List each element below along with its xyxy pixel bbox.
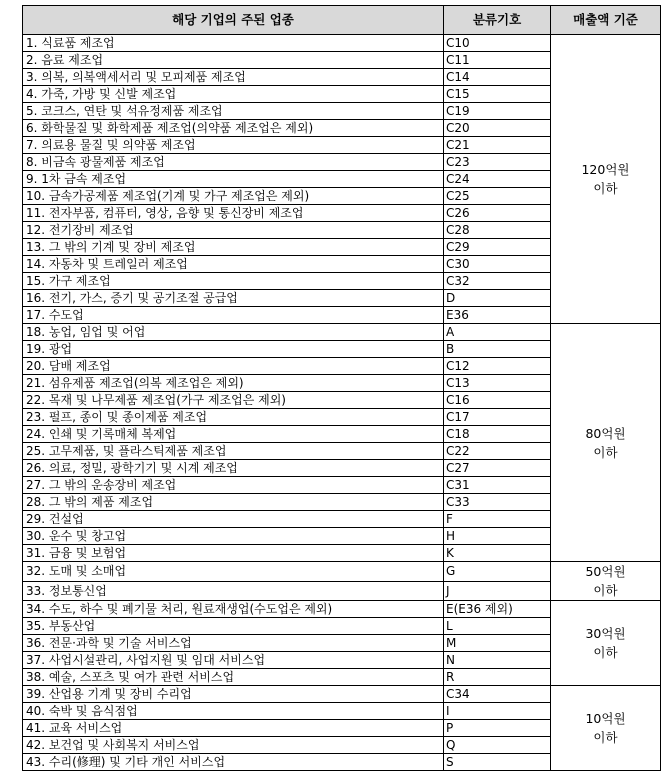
classification-code-cell: S [444,754,551,771]
industry-name-cell: 11. 전자부품, 컴퓨터, 영상, 음향 및 통신장비 제조업 [23,205,444,222]
table-row [23,601,661,618]
classification-code-cell: C34 [444,686,551,703]
classification-code-cell: C20 [444,120,551,137]
revenue-qualifier: 이하 [593,645,618,660]
classification-code-cell: J [444,581,551,601]
classification-code-cell: G [444,562,551,582]
industry-name-cell: 27. 그 밖의 운송장비 제조업 [23,477,444,494]
classification-code-cell: C10 [444,35,551,52]
revenue-amount: 10억원 [585,711,626,726]
revenue-qualifier: 이하 [593,583,618,598]
classification-code-cell: C30 [444,256,551,273]
industry-name-cell: 13. 그 밖의 기계 및 장비 제조업 [23,239,444,256]
classification-code-cell: C15 [444,86,551,103]
classification-code-cell: C29 [444,239,551,256]
industry-name-cell: 30. 운수 및 창고업 [23,528,444,545]
classification-code-cell: F [444,511,551,528]
industry-name-cell: 41. 교육 서비스업 [23,720,444,737]
classification-code-cell: C21 [444,137,551,154]
classification-code-cell: C32 [444,273,551,290]
industry-name-cell: 38. 예술, 스포츠 및 여가 관련 서비스업 [23,669,444,686]
revenue-qualifier: 이하 [593,181,618,196]
classification-code-cell: R [444,669,551,686]
classification-code-cell: C23 [444,154,551,171]
industry-name-cell: 35. 부동산업 [23,618,444,635]
revenue-qualifier: 이하 [593,444,618,460]
classification-code-cell: I [444,703,551,720]
classification-code-cell: L [444,618,551,635]
classification-code-cell: C26 [444,205,551,222]
classification-code-cell: C31 [444,477,551,494]
industry-name-cell: 36. 전문·과학 및 기술 서비스업 [23,635,444,652]
industry-name-cell: 25. 고무제품, 및 플라스틱제품 제조업 [23,443,444,460]
industry-name-cell: 31. 금융 및 보험업 [23,545,444,562]
industry-name-cell: 18. 농업, 임업 및 어업 [23,324,444,341]
industry-name-cell: 23. 펄프, 종이 및 종이제품 제조업 [23,409,444,426]
revenue-amount: 120억원 [581,162,630,177]
industry-name-cell: 28. 그 밖의 제품 제조업 [23,494,444,511]
classification-code-cell: H [444,528,551,545]
industry-table-wrapper [22,5,661,771]
classification-code-cell: C13 [444,375,551,392]
classification-code-cell: C16 [444,392,551,409]
industry-name-cell: 5. 코크스, 연탄 및 석유정제품 제조업 [23,103,444,120]
industry-name-cell: 8. 비금속 광물제품 제조업 [23,154,444,171]
industry-revenue-table [22,5,661,771]
classification-code-cell: E36 [444,307,551,324]
industry-name-cell: 6. 화학물질 및 화학제품 제조업(의약품 제조업은 제외) [23,120,444,137]
industry-name-cell: 34. 수도, 하수 및 폐기물 처리, 원료재생업(수도업은 제외) [23,601,444,618]
industry-name-cell: 43. 수리(修理) 및 기타 개인 서비스업 [23,754,444,771]
classification-code-cell: B [444,341,551,358]
industry-name-cell: 33. 정보통신업 [23,581,444,601]
table-header [23,6,661,35]
classification-code-cell: N [444,652,551,669]
industry-column-header: 해당 기업의 주된 업종 [23,6,444,35]
classification-code-cell: C33 [444,494,551,511]
revenue-amount: 80억원 [585,425,626,441]
classification-code-cell: C28 [444,222,551,239]
industry-name-cell: 40. 숙박 및 음식점업 [23,703,444,720]
classification-code-cell: C27 [444,460,551,477]
header-row [23,6,661,35]
industry-name-cell: 10. 금속가공제품 제조업(기계 및 가구 제조업은 제외) [23,188,444,205]
table-row [23,562,661,582]
table-body [23,35,661,771]
industry-name-cell: 19. 광업 [23,341,444,358]
revenue-threshold-cell [551,601,661,686]
revenue-amount: 30억원 [585,626,626,641]
classification-code-cell: E(E36 제외) [444,601,551,618]
industry-name-cell: 15. 가구 제조업 [23,273,444,290]
industry-name-cell: 17. 수도업 [23,307,444,324]
classification-code-cell: C18 [444,426,551,443]
table-row [23,686,661,703]
industry-name-cell: 32. 도매 및 소매업 [23,562,444,582]
industry-name-cell: 39. 산업용 기계 및 장비 수리업 [23,686,444,703]
industry-name-cell: 42. 보건업 및 사회복지 서비스업 [23,737,444,754]
classification-code-cell: K [444,545,551,562]
industry-name-cell: 21. 섬유제품 제조업(의복 제조업은 제외) [23,375,444,392]
revenue-threshold-cell [551,562,661,601]
industry-name-cell: 7. 의료용 물질 및 의약품 제조업 [23,137,444,154]
classification-code-cell: C24 [444,171,551,188]
classification-code-cell: C22 [444,443,551,460]
classification-code-cell: C14 [444,69,551,86]
classification-code-cell: M [444,635,551,652]
table-row [23,35,661,52]
classification-code-cell: A [444,324,551,341]
industry-name-cell: 14. 자동차 및 트레일러 제조업 [23,256,444,273]
revenue-amount: 50억원 [585,564,626,579]
industry-name-cell: 9. 1차 금속 제조업 [23,171,444,188]
code-column-header: 분류기호 [444,6,551,35]
industry-name-cell: 37. 사업시설관리, 사업지원 및 임대 서비스업 [23,652,444,669]
revenue-column-header: 매출액 기준 [551,6,661,35]
industry-name-cell: 1. 식료품 제조업 [23,35,444,52]
industry-name-cell: 3. 의복, 의복액세서리 및 모피제품 제조업 [23,69,444,86]
classification-code-cell: C25 [444,188,551,205]
classification-code-cell: C11 [444,52,551,69]
industry-name-cell: 12. 전기장비 제조업 [23,222,444,239]
classification-code-cell: Q [444,737,551,754]
industry-name-cell: 2. 음료 제조업 [23,52,444,69]
revenue-qualifier: 이하 [593,730,618,745]
industry-name-cell: 26. 의료, 정밀, 광학기기 및 시계 제조업 [23,460,444,477]
classification-code-cell: C12 [444,358,551,375]
classification-code-cell: P [444,720,551,737]
industry-name-cell: 24. 인쇄 및 기록매체 복제업 [23,426,444,443]
classification-code-cell: C17 [444,409,551,426]
revenue-threshold-cell [551,686,661,771]
classification-code-cell: C19 [444,103,551,120]
revenue-threshold-cell [551,324,661,562]
table-row [23,324,661,341]
industry-name-cell: 29. 건설업 [23,511,444,528]
revenue-threshold-cell [551,35,661,324]
industry-name-cell: 16. 전기, 가스, 증기 및 공기조절 공급업 [23,290,444,307]
industry-name-cell: 4. 가죽, 가방 및 신발 제조업 [23,86,444,103]
classification-code-cell: D [444,290,551,307]
industry-name-cell: 20. 담배 제조업 [23,358,444,375]
industry-name-cell: 22. 목재 및 나무제품 제조업(가구 제조업은 제외) [23,392,444,409]
